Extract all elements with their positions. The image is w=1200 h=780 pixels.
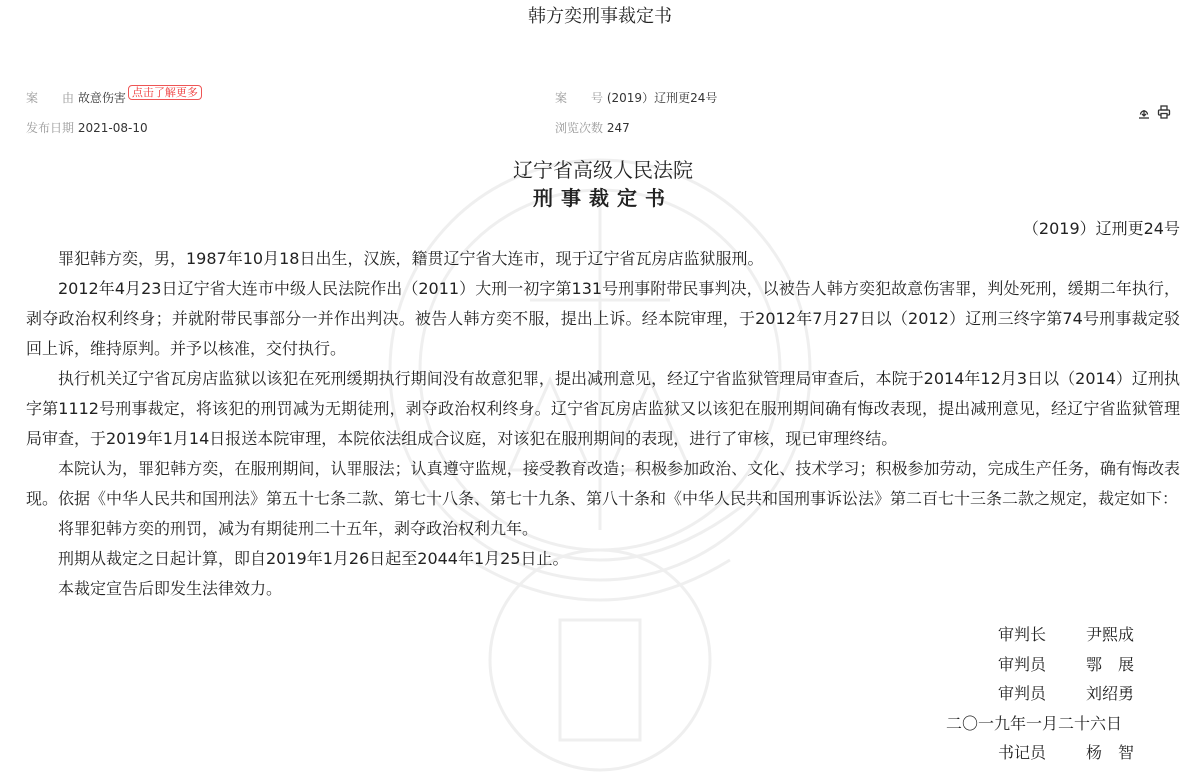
signature-name: 刘绍勇	[1086, 684, 1135, 703]
clerk-name: 杨 智	[1086, 743, 1135, 762]
case-no-value: (2019）辽刑更24号	[606, 91, 718, 105]
paragraph: 本裁定宣告后即发生法律效力。	[58, 579, 283, 598]
meta-views	[555, 120, 630, 136]
signature-name: 尹熙成	[1086, 625, 1135, 644]
cause-value: 故意伤害	[77, 91, 126, 105]
meta-case-no	[555, 90, 717, 106]
court-name: 辽宁省高级人民法院	[513, 158, 693, 182]
meta-publish-date	[26, 120, 148, 136]
clerk-role: 书记员	[998, 743, 1047, 762]
signature-role: 审判员	[998, 654, 1047, 674]
paragraph: 刑期从裁定之日起计算，即自2019年1月26日起至2044年1月25日止。	[58, 549, 569, 568]
paragraph: 罪犯韩方奕，男，1987年10月18日出生，汉族，籍贯辽宁省大连市，现于辽宁省瓦房店监狱服刑。	[58, 249, 764, 268]
clerk-row	[940, 738, 1140, 768]
paragraph: 2012年4月23日辽宁省大连市中级人民法院作出（2011）大刑一初字第131号刑事附带民事判决，以被告人韩方奕犯故意伤害罪，判处死刑，缓期二年执行，剥夺政治权利终身；并就附带民事部分一并作出判决。被告人韩方奕不服，提出上诉。经本院审理，于2012年7月27日以（2012）辽刑三终字第74号刑事裁定驳回上诉，维持原判。并予以核准，交付执行。	[26, 279, 1180, 358]
signature-row	[940, 650, 1140, 680]
meta-cause	[26, 86, 202, 106]
signature-name: 鄂 展	[1086, 654, 1135, 674]
signature-block	[940, 620, 1140, 768]
judgment-date: 二〇一九年一月二十六日	[946, 713, 1123, 733]
doc-actions	[1137, 104, 1171, 118]
views-value: 247	[606, 121, 630, 135]
document-body	[26, 156, 1180, 604]
paragraph: 执行机关辽宁省瓦房店监狱以该犯在死刑缓期执行期间没有故意犯罪，提出减刑意见，经辽宁省监狱管理局审查后，本院于2014年12月3日以（2014）辽刑执字第1112号刑事裁定，将该犯的刑罚减为无期徒刑，剥夺政治权利终身。辽宁省瓦房店监狱又以该犯在服刑期间确有悔改表现，提出减刑意见，经辽宁省监狱管理局审查，于2019年1月14日报送本院审理，本院依法组成合议庭，对该犯在服刑期间的表现，进行了审核，现已审理终结。	[26, 369, 1180, 448]
cause-label: 案 由	[26, 91, 75, 105]
views-label: 浏览次数	[555, 121, 604, 135]
signature-role: 审判员	[998, 684, 1047, 703]
publish-value: 2021-08-10	[77, 121, 148, 135]
paragraph: 本院认为，罪犯韩方奕，在服刑期间，认罪服法；认真遵守监规，接受教育改造；积极参加政治、文化、技术学习；积极参加劳动，完成生产任务，确有悔改表现。依据《中华人民共和国刑法》第五十七条二款、第七十八条、第七十九条、第八十条和《中华人民共和国刑事诉讼法》第二百七十三条二款之规定，裁定如下：	[26, 459, 1180, 508]
signature-row	[940, 620, 1140, 650]
case-no-label: 案 号	[555, 91, 604, 105]
print-icon[interactable]	[1157, 104, 1171, 118]
signature-role: 审判长	[998, 625, 1047, 644]
publish-label: 发布日期	[26, 121, 75, 135]
paragraph: 将罪犯韩方奕的刑罚，减为有期徒刑二十五年，剥夺政治权利九年。	[58, 519, 539, 538]
case-number: （2019）辽刑更24号	[1022, 219, 1180, 238]
page-title: 韩方奕刑事裁定书	[528, 6, 672, 27]
signature-row	[940, 679, 1140, 709]
download-icon[interactable]	[1137, 104, 1151, 118]
document-kind: 刑事裁定书	[533, 186, 673, 210]
learn-more-link[interactable]: 点击了解更多	[128, 85, 202, 100]
